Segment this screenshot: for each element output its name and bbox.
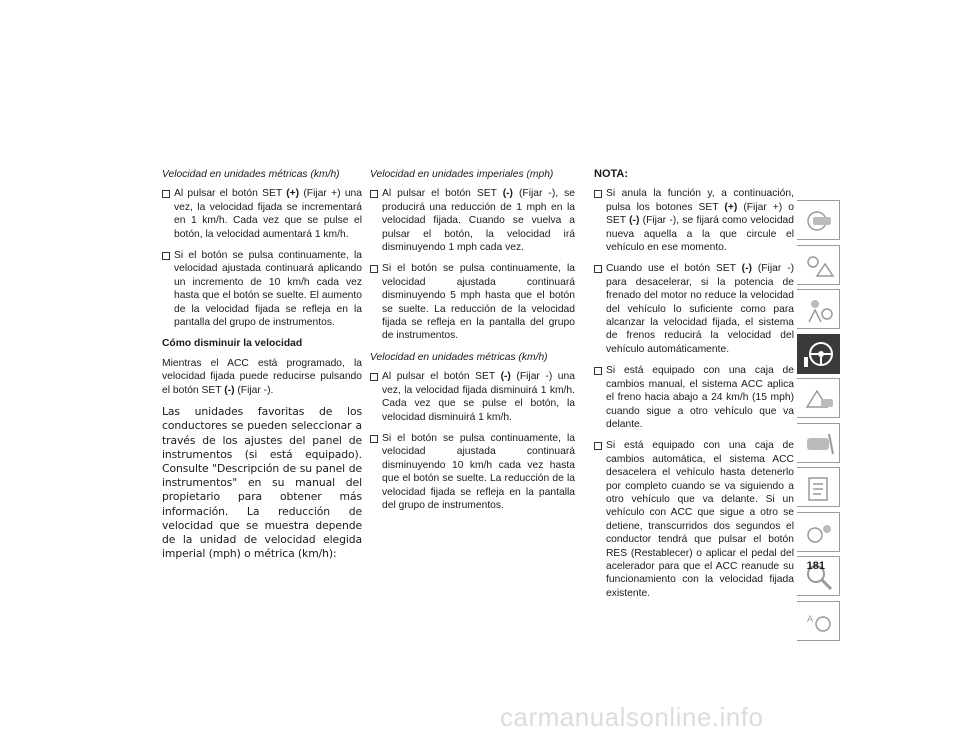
checkbox-bullet-icon xyxy=(162,252,170,260)
subtitle-imperial: Velocidad en unidades imperiales (mph) xyxy=(370,169,554,180)
checkbox-bullet-icon xyxy=(162,190,170,198)
checkbox-bullet-icon xyxy=(594,442,602,450)
checkbox-bullet-icon xyxy=(370,373,378,381)
multimedia-icon xyxy=(803,517,835,547)
checkbox-bullet-icon xyxy=(370,190,378,198)
checkbox-bullet-icon xyxy=(594,367,602,375)
svg-text:A: A xyxy=(807,614,814,625)
note-heading: NOTA: xyxy=(594,168,629,180)
bullet-list-2 xyxy=(370,187,575,342)
column-1 xyxy=(162,168,362,561)
section-heading: Cómo disminuir la velocidad xyxy=(162,338,303,350)
list-item: Al pulsar el botón SET (+) (Fijar +) una vez, la velocidad fijada se incrementará en 1 km/h. Cada vez que se pulse el botón, la velocidad aumentará 1 km/h. xyxy=(162,187,362,241)
page-number: 181 xyxy=(806,560,825,572)
list-item: Si anula la función y, a continuación, pulsa los botones SET (+) (Fijar +) o SET (-) (Fijar -), se fijará como velocidad nueva aquella a la que circule el vehículo en ese momento. xyxy=(594,187,794,254)
list-item: Si el botón se pulsa continuamente, la velocidad ajustada continuará disminuyendo 5 mph hasta que el botón se suelte. La reducción de la velocidad fijada se refleja en la pantalla del grupo de instrumentos. xyxy=(370,262,575,342)
list-item: Al pulsar el botón SET (-) (Fijar -), se producirá una reducción de 1 mph en la velocidad fijada. Cuando se vuelva a pulsar el botón, la velocidad irá disminuyendo 1 mph cada vez. xyxy=(370,187,575,254)
warning-lights-icon xyxy=(803,250,835,280)
chapter-tab-3[interactable] xyxy=(797,289,840,329)
service-icon xyxy=(803,428,835,458)
chapter-tab-8[interactable] xyxy=(797,512,840,552)
emergency-icon xyxy=(803,383,835,413)
checkbox-bullet-icon xyxy=(370,435,378,443)
chapter-tabs xyxy=(797,200,841,645)
list-item: Si está equipado con una caja de cambios automática, el sistema ACC desacelera el vehículo hasta detenerlo por completo cuando se va siguiendo a otro vehículo que va delante. Si un vehículo con ACC que sigue a otro se detiene, transcurridos dos segundos el conductor tendrá que pulsar el botón RES (Restablecer) o aplicar el pedal del acelerador para que el ACC reanude su funcionamiento con la velocidad fijada existente. xyxy=(594,439,794,600)
chapter-tab-2[interactable] xyxy=(797,245,840,285)
checkbox-bullet-icon xyxy=(594,190,602,198)
subtitle-metric: Velocidad en unidades métricas (km/h) xyxy=(162,169,340,180)
car-info-icon xyxy=(803,205,835,235)
subtitle-metric: Velocidad en unidades métricas (km/h) xyxy=(370,351,548,363)
chapter-tab-5[interactable] xyxy=(797,378,840,418)
specs-icon xyxy=(803,472,835,502)
list-item: Si el botón se pulsa continuamente, la velocidad ajustada continuará aplicando un incremento de 10 km/h cada vez hasta que el botón se suelte. El aumento de la velocidad fijada se refleja en la pantalla del grupo de instrumentos. xyxy=(162,249,362,329)
chapter-tab-1[interactable] xyxy=(797,200,840,240)
list-item: Al pulsar el botón SET (-) (Fijar -) una vez, la velocidad fijada disminuirá 1 km/h. Cada vez que se pulse el botón, la velocidad disminuirá 1 km/h. xyxy=(370,370,575,424)
column-2 xyxy=(370,168,575,520)
chapter-tab-6[interactable] xyxy=(797,423,840,463)
bullet-list-1 xyxy=(162,187,362,329)
chapter-tab-7[interactable] xyxy=(797,467,840,507)
list-item: Cuando use el botón SET (-) (Fijar -) para desacelerar, si la potencia de frenado del motor no reduce la velocidad del vehículo lo suficiente como para alcanzar la velocidad fijada, el sistema de frenos reducirá la velocidad del vehículo automáticamente. xyxy=(594,262,794,356)
checkbox-bullet-icon xyxy=(594,265,602,273)
list-item: Si está equipado con una caja de cambios manual, el sistema ACC aplica el freno hacia abajo a 24 km/h (15 mph) cuando sigue a otro vehículo que va delante. xyxy=(594,364,794,431)
list-item: Si el botón se pulsa continuamente, la velocidad ajustada continuará disminuyendo 10 km/h cada vez hasta que el botón se suelte. La reducción de la velocidad fijada se refleja en la pantalla del grupo de instrumentos. xyxy=(370,432,575,512)
paragraph-large: Las unidades favoritas de los conductores se pueden seleccionar a través de los ajustes del panel de instrumentos (si está equipado). Consulte "Descripción de su panel de instrumentos" en su manual del propietario para obtener más información. La reducción de velocidad que se muestra depende de la unidad de velocidad elegida imperial (mph) o métrica (km/h): xyxy=(162,405,362,561)
steering-wheel-icon xyxy=(803,339,835,369)
chapter-tab-10[interactable] xyxy=(797,601,840,641)
safety-icon xyxy=(803,294,835,324)
watermark: carmanualsonline.info xyxy=(500,702,764,732)
language-icon xyxy=(803,606,835,636)
checkbox-bullet-icon xyxy=(370,265,378,273)
column-3 xyxy=(594,168,794,608)
bullet-list-3 xyxy=(370,370,575,512)
chapter-tab-4[interactable] xyxy=(797,334,840,374)
note-list xyxy=(594,187,794,600)
paragraph: Mientras el ACC está programado, la velocidad fijada puede reducirse pulsando el botón SET (-) (Fijar -). xyxy=(162,357,362,396)
